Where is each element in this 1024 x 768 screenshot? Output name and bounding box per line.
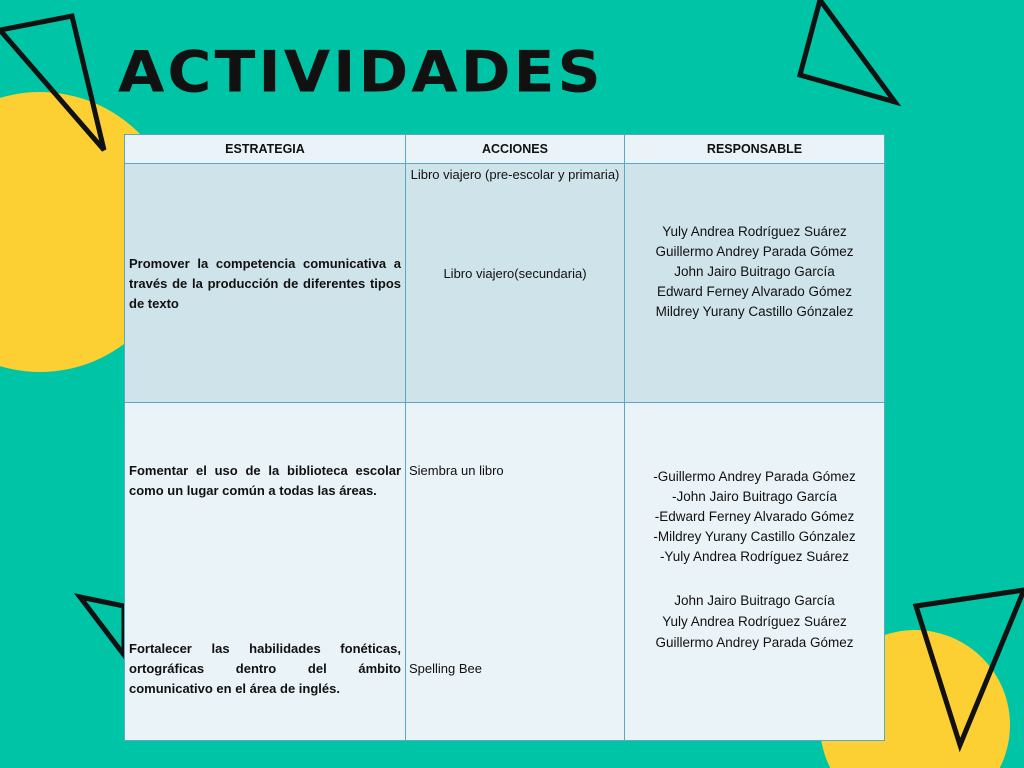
strategy-text: Fortalecer las habilidades fonéticas, ortográficas dentro del ámbito comunicativo en el área de inglés. [129, 641, 401, 697]
responsible-list [625, 590, 884, 653]
actions-cell [406, 403, 625, 741]
list-item: Guillermo Andrey Parada Gómez [655, 244, 854, 259]
list-item: -Guillermo Andrey Parada Gómez [653, 469, 856, 485]
strategy-text: Promover la competencia comunicativa a través de la producción de diferentes tipos de texto [129, 256, 401, 311]
strategy-cell [125, 403, 406, 741]
table-row [125, 403, 885, 741]
activities-table [124, 134, 885, 741]
list-item: -John Jairo Buitrago García [671, 489, 838, 505]
list-item: Edward Ferney Alvarado Gómez [656, 284, 853, 299]
actions-cell [406, 164, 625, 403]
triangle-outline-bottom-left [80, 597, 124, 655]
header-responsable: RESPONSABLE [625, 135, 885, 164]
list-item: -Yuly Andrea Rodríguez Suárez [659, 549, 850, 565]
responsible-list [625, 222, 884, 322]
header-acciones: ACCIONES [406, 135, 625, 164]
page-title: ACTIVIDADES [118, 39, 604, 106]
strategy-cell [125, 164, 406, 403]
action-text: Siembra un libro [409, 463, 504, 479]
responsible-list [625, 467, 884, 567]
list-item: John Jairo Buitrago García [674, 264, 835, 279]
responsible-cell [625, 164, 885, 403]
action-text: Libro viajero(secundaria) [443, 266, 587, 281]
triangle-outline-top-right [800, 0, 895, 102]
table-header-row [125, 135, 885, 164]
strategy-text: Fomentar el uso de la biblioteca escolar como un lugar común a todas las áreas. [129, 463, 401, 499]
list-item: Mildrey Yurany Castillo Gónzalez [655, 304, 854, 319]
list-item: John Jairo Buitrago García [674, 593, 835, 609]
header-estrategia: ESTRATEGIA [125, 135, 406, 164]
action-text: Spelling Bee [409, 661, 482, 677]
list-item: Yuly Andrea Rodríguez Suárez [662, 614, 847, 630]
list-item: Guillermo Andrey Parada Gómez [655, 635, 854, 651]
list-item: -Edward Ferney Alvarado Gómez [654, 509, 855, 525]
list-item: Yuly Andrea Rodríguez Suárez [662, 224, 847, 239]
responsible-cell [625, 403, 885, 741]
action-text: Libro viajero (pre-escolar y primaria) [410, 167, 620, 182]
list-item: -Mildrey Yurany Castillo Gónzalez [653, 529, 856, 545]
table-row [125, 164, 885, 403]
